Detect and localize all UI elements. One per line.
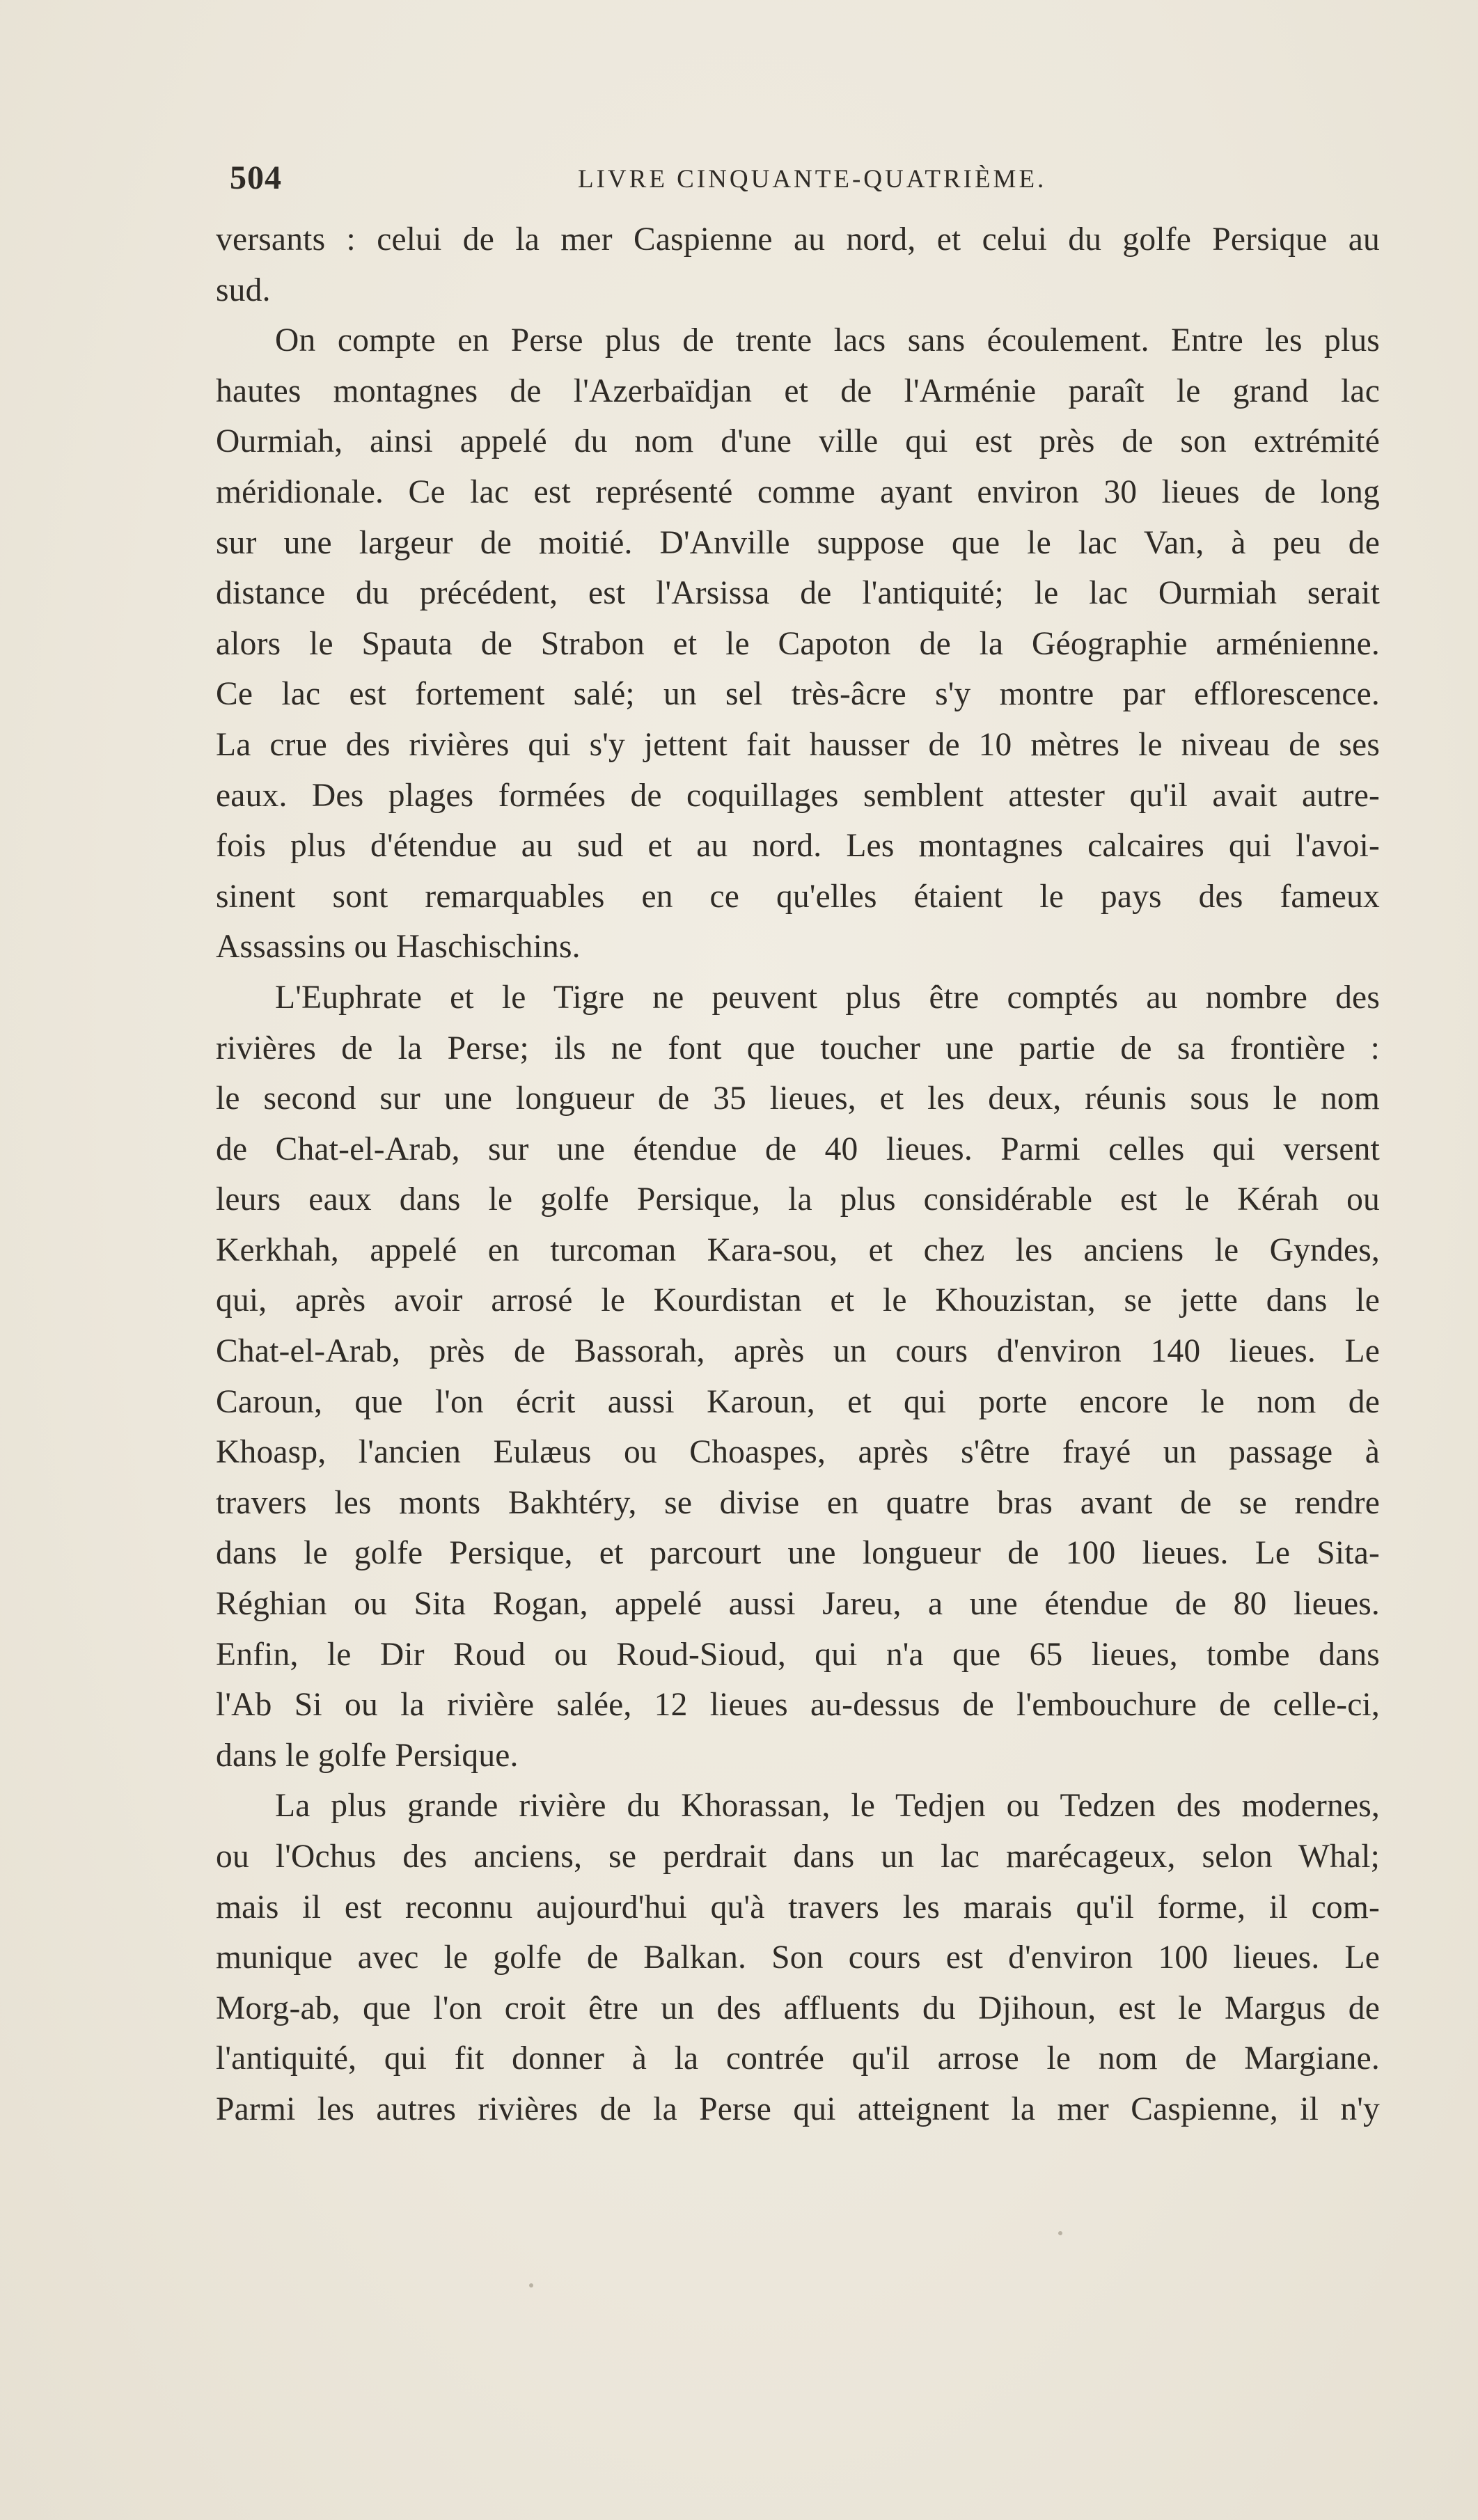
text-line: fois plus d'étendue au sud et au nord. Les montagnes calcaires qui l'avoi- [216, 828, 1380, 865]
text-line: On compte en Perse plus de trente lacs sans écoulement. Entre les plus [275, 322, 1380, 359]
text-line: sinent sont remarquables en ce qu'elles étaient le pays des fameux [216, 878, 1380, 915]
text-line: travers les monts Bakhtéry, se divise en quatre bras avant de se rendre [216, 1484, 1380, 1521]
text-line: de Chat-el-Arab, sur une étendue de 40 lieues. Parmi celles qui versent [216, 1131, 1380, 1167]
text-line: Ourmiah, ainsi appelé du nom d'une ville qui est près de son extrémité [216, 423, 1380, 460]
text-line: Chat-el-Arab, près de Bassorah, après un cours d'environ 140 lieues. Le [216, 1333, 1380, 1370]
text-line: Caroun, que l'on écrit aussi Karoun, et qui porte encore le nom de [216, 1383, 1380, 1420]
text-line: Ce lac est fortement salé; un sel très-âcre s'y montre par efflorescence. [216, 676, 1380, 713]
text-line: qui, après avoir arrosé le Kourdistan et le Khouzistan, se jette dans le [216, 1282, 1380, 1319]
text-line: leurs eaux dans le golfe Persique, la plus considérable est le Kérah ou [216, 1181, 1380, 1218]
text-line: Enfin, le Dir Roud ou Roud-Sioud, qui n'a que 65 lieues, tombe dans [216, 1636, 1380, 1673]
text-line: Parmi les autres rivières de la Perse qui atteignent la mer Caspienne, il n'y [216, 2090, 1380, 2127]
text-line: sur une largeur de moitié. D'Anville suppose que le lac Van, à peu de [216, 524, 1380, 561]
text-line: l'Ab Si ou la rivière salée, 12 lieues au-dessus de l'embouchure de celle-ci, [216, 1687, 1380, 1724]
text-line: dans le golfe Persique, et parcourt une longueur de 100 lieues. Le Sita- [216, 1535, 1380, 1572]
text-line: L'Euphrate et le Tigre ne peuvent plus être comptés au nombre des [275, 979, 1380, 1016]
text-line: Assassins ou Haschischins. [216, 929, 581, 966]
text-line: distance du précédent, est l'Arsissa de l'antiquité; le lac Ourmiah serait [216, 575, 1380, 612]
text-line: La crue des rivières qui s'y jettent fait hausser de 10 mètres le niveau de ses [216, 726, 1380, 763]
text-line: sud. [216, 271, 271, 308]
text-line: dans le golfe Persique. [216, 1737, 519, 1774]
text-line: eaux. Des plages formées de coquillages semblent attester qu'il avait autre- [216, 777, 1380, 814]
text-line: rivières de la Perse; ils ne font que toucher une partie de sa frontière : [216, 1030, 1380, 1066]
text-line: Réghian ou Sita Rogan, appelé aussi Jareu, a une étendue de 80 lieues. [216, 1586, 1380, 1623]
text-line: l'antiquité, qui fit donner à la contrée qu'il arrose le nom de Margiane. [216, 2040, 1380, 2077]
text-line: alors le Spauta de Strabon et le Capoton de la Géographie arménienne. [216, 625, 1380, 662]
text-line: hautes montagnes de l'Azerbaïdjan et de l'Arménie paraît le grand lac [216, 372, 1380, 409]
text-line: le second sur une longueur de 35 lieues, et les deux, réunis sous le nom [216, 1080, 1380, 1117]
text-line: mais il est reconnu aujourd'hui qu'à travers les marais qu'il forme, il com- [216, 1889, 1380, 1926]
text-line: méridionale. Ce lac est représenté comme ayant environ 30 lieues de long [216, 473, 1380, 510]
page-header [230, 159, 1371, 200]
text-line: munique avec le golfe de Balkan. Son cours est d'environ 100 lieues. Le [216, 1939, 1380, 1976]
running-head: LIVRE CINQUANTE-QUATRIÈME. [578, 165, 1047, 194]
body-text [216, 214, 1380, 2135]
text-line: Morg-ab, que l'on croit être un des affluents du Djihoun, est le Margus de [216, 1990, 1380, 2026]
text-line: Kerkhah, appelé en turcoman Kara-sou, et chez les anciens le Gyndes, [216, 1231, 1380, 1268]
text-line: La plus grande rivière du Khorassan, le Tedjen ou Tedzen des modernes, [275, 1788, 1380, 1825]
text-line: ou l'Ochus des anciens, se perdrait dans un lac marécageux, selon Whal; [216, 1838, 1380, 1875]
page-number: 504 [230, 159, 282, 196]
paper-speck [529, 2283, 533, 2287]
text-line: Khoasp, l'ancien Eulæus ou Choaspes, après s'être frayé un passage à [216, 1434, 1380, 1471]
text-line: versants : celui de la mer Caspienne au nord, et celui du golfe Persique au [216, 221, 1380, 258]
paper-speck [1058, 2231, 1062, 2235]
